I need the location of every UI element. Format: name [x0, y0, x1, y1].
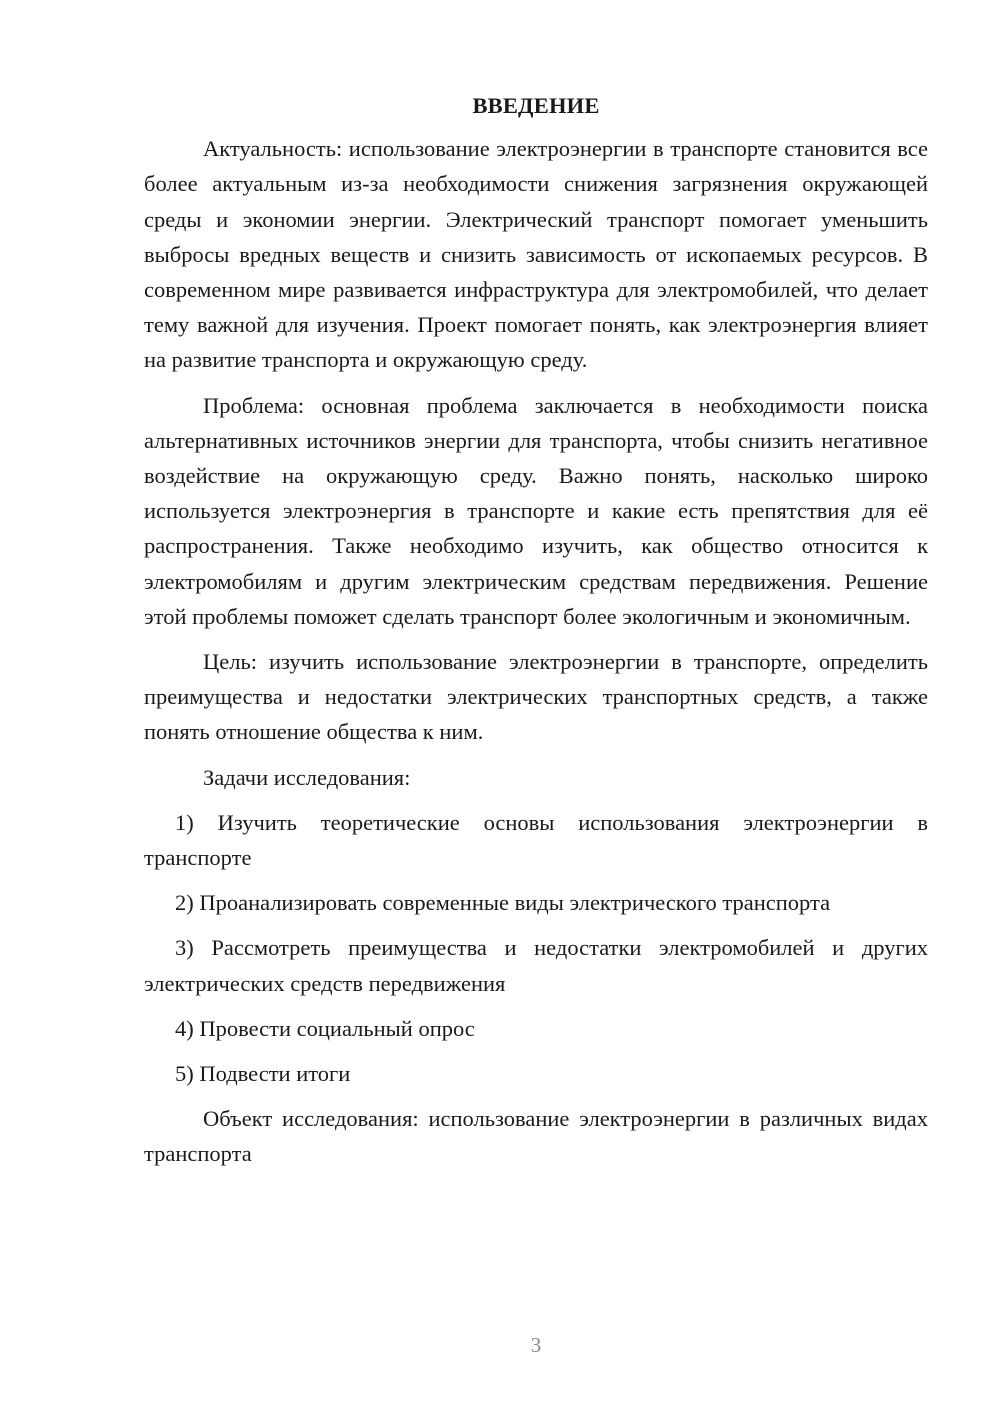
task-item-5: 5) Подвести итоги — [175, 1061, 351, 1087]
section-title: ВВЕДЕНИЕ — [472, 93, 600, 118]
task-item-4: 4) Провести социальный опрос — [175, 1015, 475, 1041]
paragraph-problem: Проблема: основная проблема заключается в необходимости поиска альтернативных источников энергии для транспорта, чтобы снизить негативное воздействие на окружающую среду. Важно понять, насколько широко используется электроэнергия в транспорте и какие есть препятствия для её распространения. Также необходимо изучить, как общество относится к электромобилям и другим электрическим средствам передвижения. Решение этой проблемы поможет сделать транспорт более экологичным и экономичным. — [144, 392, 928, 629]
tasks-heading: Задачи исследования: — [203, 764, 411, 790]
task-item-1: 1) Изучить теоретические основы использования электроэнергии в транспорте — [144, 809, 928, 871]
page-number: 3 — [530, 1333, 542, 1357]
paragraph-goal: Цель: изучить использование электроэнергии в транспорте, определить преимущества и недостатки электрических транспортных средств, а также понять отношение общества к ним. — [144, 649, 928, 745]
page-content — [144, 88, 928, 1182]
task-item-2: 2) Проанализировать современные виды электрического транспорта — [175, 890, 831, 916]
paragraph-relevance: Актуальность: использование электроэнергии в транспорте становится все более актуальным из-за необходимости снижения загрязнения окружающей среды и экономии энергии. Электрический транспорт помогает уменьшить выбросы вредных веществ и снизить зависимость от ископаемых ресурсов. В современном мире развивается инфраструктура для электромобилей, что делает тему важной для изучения. Проект помогает понять, как электроэнергия влияет на развитие транспорта и окружающую среду. — [144, 136, 928, 373]
paragraph-object: Объект исследования: использование электроэнергии в различных видах транспорта — [144, 1106, 928, 1167]
task-item-3: 3) Рассмотреть преимущества и недостатки электромобилей и других электрических средств передвижения — [144, 935, 928, 996]
